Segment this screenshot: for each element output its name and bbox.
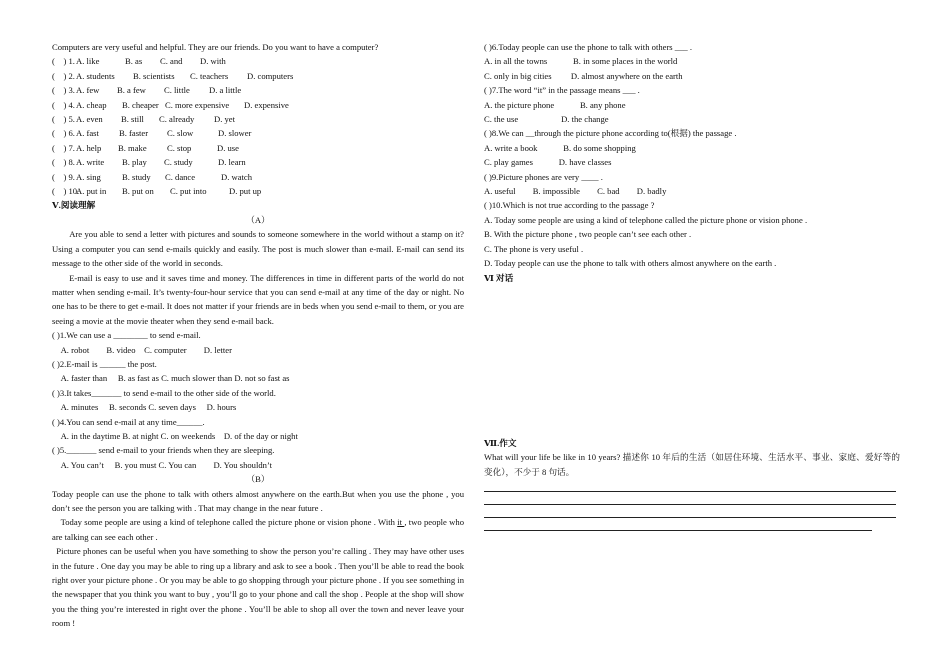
cloze-item: ( ) 6.A. fast B. faster C. slow D. slower [52,128,252,139]
question-6-options-ab: A. in all the towns B. in some places in the world [484,56,678,67]
cloze-item: ( ) 7.A. help B. make C. stop D. use [52,142,239,153]
cloze-item: ( ) 8.A. write B. play C. study D. learn [52,157,246,168]
question-options: A. faster than B. as fast as C. much slower than D. not so fast as [60,373,290,384]
question-9: ( )9.Picture phones are very ____ . [484,171,603,182]
passage-b-paragraph-1: Today people can use the phone to talk with others almost anywhere on the earth.But when you use the phone , you don’t see the person you are talking with . That may change in the near future . [52,488,464,513]
cloze-item: ( ) 1.A. like B. as C. and D. with [52,56,226,67]
underlined-it: it [397,517,405,528]
question-text: ( )1.We can use a ________ to send e-mail. [52,330,201,341]
question-10-option-b: B. With the picture phone , two people can’t see each other . [484,229,692,240]
cloze-item: ( ) 9.A. sing B. study C. dance D. watch [52,171,253,182]
question-10-option-c: C. The phone is very useful . [484,243,584,254]
cloze-item: ( ) 5.A. even B. still C. already D. yet [52,114,236,125]
right-column [484,40,900,531]
question-10: ( )10.Which is not true according to the passage ? [484,200,655,211]
question-text: ( )5._______ send e-mail to your friends when they are sleeping. [52,445,275,456]
passage-b-label: （B） [246,474,270,485]
passage-b-paragraph-3: Picture phones can be useful when you have something to show the person you’re calling . They may have other uses in the future . One day you may be able to ring up a library and ask to see a book . Then you’ll be able to read the book right over your picture phone . Or you may be able to go shopping through your picture phone . If you see something in the newspaper that you think you want to buy , you’ll go to your phone and call the shop . People at the shop will show you the thing you’re interested in right over the phone . You’ll be able to shop all over the town and never leave your room ! [52,546,464,629]
question-6-options-cd: C. only in big cities D. almost anywhere on the earth [484,70,683,81]
passage-a-label: （A） [246,214,270,225]
question-8-options-ab: A. write a book B. do some shopping [484,142,636,153]
section-6-title: Ⅵ 对话 [484,272,514,283]
passage-a-paragraph-2: E-mail is easy to use and it saves time and money. The differences in time in different parts of the world do not matter when sending e-mail. It’s twenty-four-hour service that you can send e-mail at any time of the day or night. No one has to be there to get e-mail. It does not matter if your friends are in beds when you send e-mail to them, or you are seeing a movie at the movie theater when they send e-mail back. [52,272,464,326]
question-options: A. robot B. video C. computer D. letter [60,344,232,355]
cloze-intro: Computers are very useful and helpful. They are our friends. Do you want to have a computer? [52,42,379,52]
cloze-item: ( ) 4.A. cheap B. cheaper C. more expensive D. expensive [52,99,289,110]
cloze-options-list [52,54,464,198]
passage-b-paragraph-2: Today some people are using a kind of telephone called the picture phone or vision phone . With it , two people who are talking can see each other . [52,517,464,542]
question-options: A. minutes B. seconds C. seven days D. hours [60,402,237,413]
section-7-title: Ⅶ.作文 [484,437,517,448]
question-7-options-cd: C. the use D. the change [484,114,609,125]
dialogue-blank-area [484,285,900,436]
passage-a-questions [52,328,464,472]
writing-line[interactable] [484,491,896,492]
question-text: ( )3.It takes_______ to send e-mail to the other side of the world. [52,387,276,398]
question-8: ( )8.We can __through the picture phone according to(根据) the passage . [484,128,737,139]
question-7: ( )7.The word “it” in the passage means ___ . [484,85,640,96]
question-text: ( )2.E-mail is ______ the post. [52,358,157,369]
left-column [52,40,464,631]
question-options: A. in the daytime B. at night C. on weekends D. of the day or night [60,430,298,441]
question-options: A. You can’t B. you must C. You can D. You shouldn’t [60,459,273,470]
cloze-item: ( ) 3.A. few B. a few C. little D. a little [52,85,242,96]
cloze-item: ( ) 2.A. students B. scientists C. teachers D. computers [52,70,294,81]
writing-line[interactable] [484,517,896,518]
passage-a-paragraph-1: Are you able to send a letter with pictures and sounds to someone somewhere in the world without a stamp on it? Using a computer you can send e-mails quickly and easily. The post is much slower than e-mail. E-mail can send its message to the other side of the world in seconds. [52,229,464,269]
question-text: ( )4.You can send e-mail at any time______. [52,416,205,427]
cloze-item: ( ) 10.A. put in B. put on C. put into D. put up [52,186,262,197]
section-5-title: Ⅴ.阅读理解 [52,200,96,211]
question-6: ( )6.Today people can use the phone to talk with others ___ . [484,42,692,52]
question-8-options-cd: C. play games D. have classes [484,157,612,168]
writing-line[interactable] [484,530,872,531]
question-10-option-a: A. Today some people are using a kind of telephone called the picture phone or vision phone . [484,214,808,225]
composition-prompt: What will your life be like in 10 years? 描述你 10 年后的生活（如居住环境、生活水平、事业、家庭、爱好等的变化），不少于 8 句话。 [484,452,900,477]
question-7-options-ab: A. the picture phone B. any phone [484,99,626,110]
question-9-options: A. useful B. impossible C. bad D. badly [484,186,667,197]
writing-line[interactable] [484,504,896,505]
question-10-option-d: D. Today people can use the phone to talk with others almost anywhere on the earth . [484,258,777,269]
